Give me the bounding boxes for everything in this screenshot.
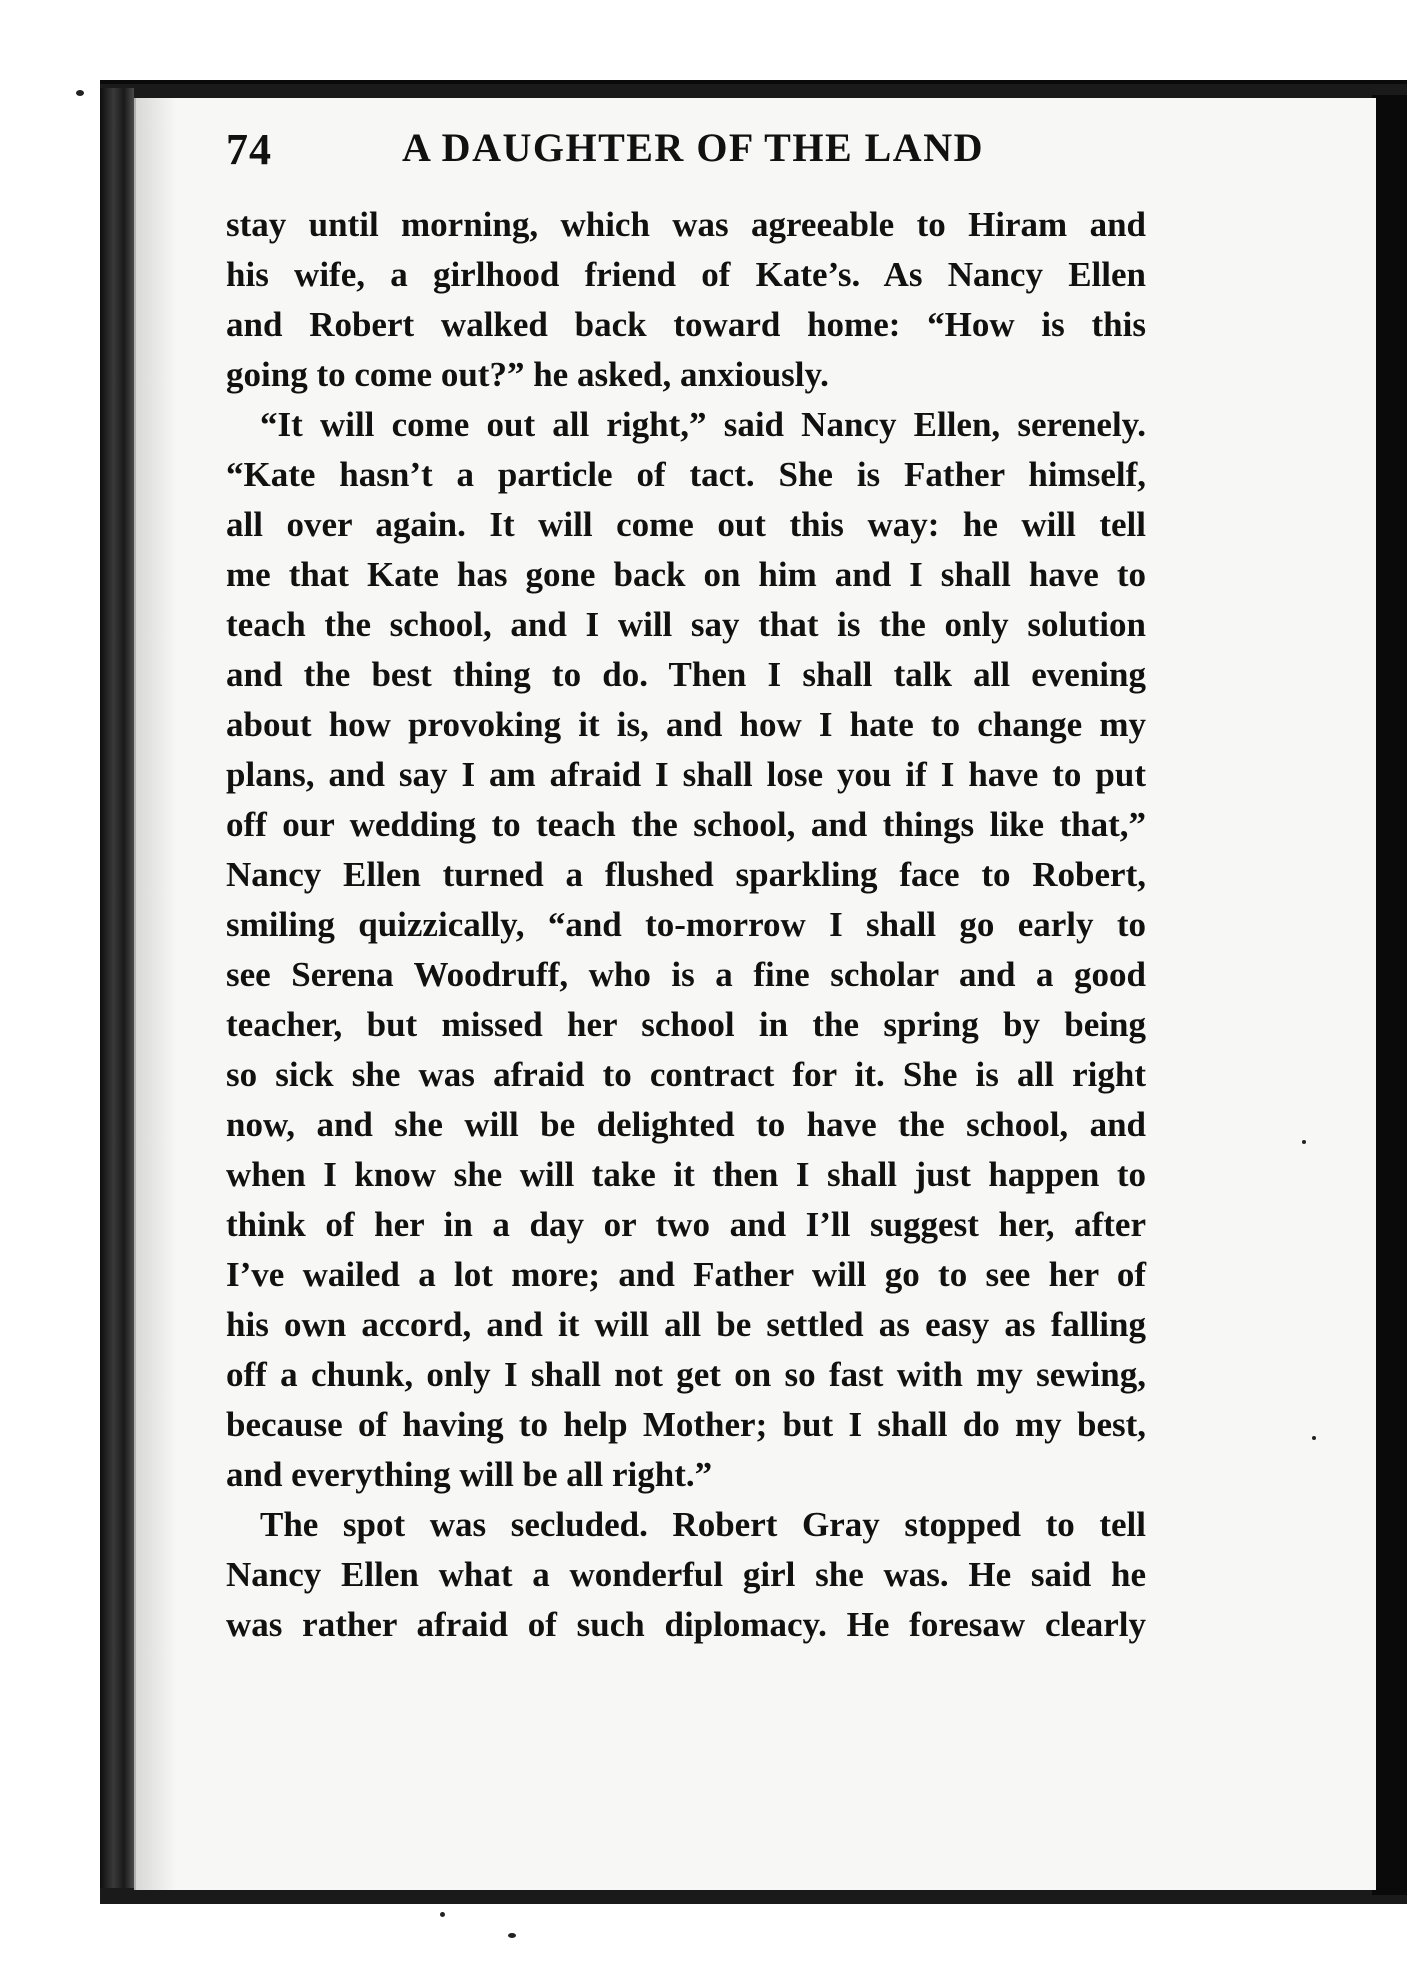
text-line: The spot was secluded. Robert Gray stopped to tell [260,1505,1146,1544]
text-line: so sick she was afraid to contract for it. She is all right [226,1055,1146,1094]
scan-speck [440,1912,445,1917]
text-line: I’ve wailed a lot more; and Father will go to see her of [226,1255,1146,1294]
text-line: off our wedding to teach the school, and things like that,” [226,805,1146,844]
text-line: think of her in a day or two and I’ll suggest her, after [226,1205,1146,1244]
text-line: all over again. It will come out this way: he will tell [226,505,1146,544]
text-line: his wife, a girlhood friend of Kate’s. As Nancy Ellen [226,255,1146,294]
text-line: “It will come out all right,” said Nancy Ellen, serenely. [260,405,1146,444]
page-gutter-shadow [136,98,176,1890]
text-line: about how provoking it is, and how I hate to change my [226,705,1146,744]
text-line: Nancy Ellen what a wonderful girl she was. He said he [226,1555,1146,1594]
scan-speck [76,90,84,96]
running-title: A DAUGHTER OF THE LAND [402,125,984,170]
text-line: stay until morning, which was agreeable to Hiram and [226,205,1146,244]
text-line: and the best thing to do. Then I shall talk all evening [226,655,1146,694]
text-line: me that Kate has gone back on him and I shall have to [226,555,1146,594]
text-line: his own accord, and it will all be settled as easy as falling [226,1305,1146,1344]
text-line: smiling quizzically, “and to-morrow I shall go early to [226,905,1146,944]
text-line: when I know she will take it then I shall just happen to [226,1155,1146,1194]
text-line: was rather afraid of such diplomacy. He foresaw clearly [226,1605,1146,1644]
text-line: teach the school, and I will say that is the only solution [226,605,1146,644]
scan-speck [1302,1140,1306,1144]
body-text [226,200,1146,1650]
scan-speck [1312,1436,1316,1440]
text-line: going to come out?” he asked, anxiously. [226,355,829,394]
text-line: see Serena Woodruff, who is a fine scholar and a good [226,955,1146,994]
text-line: “Kate hasn’t a particle of tact. She is Father himself, [226,455,1146,494]
page-number: 74 [226,125,272,174]
text-line: and everything will be all right.” [226,1455,713,1494]
text-line: plans, and say I am afraid I shall lose you if I have to put [226,755,1146,794]
book-spine-edge [100,88,134,1888]
scan-speck [508,1933,516,1938]
text-line: because of having to help Mother; but I shall do my best, [226,1405,1146,1444]
text-line: now, and she will be delighted to have the school, and [226,1105,1146,1144]
text-line: teacher, but missed her school in the spring by being [226,1005,1146,1044]
text-line: Nancy Ellen turned a flushed sparkling face to Robert, [226,855,1146,894]
running-head [226,124,1146,184]
text-line: off a chunk, only I shall not get on so fast with my sewing, [226,1355,1146,1394]
book-right-edge [1372,95,1407,1895]
text-line: and Robert walked back toward home: “How is this [226,305,1146,344]
